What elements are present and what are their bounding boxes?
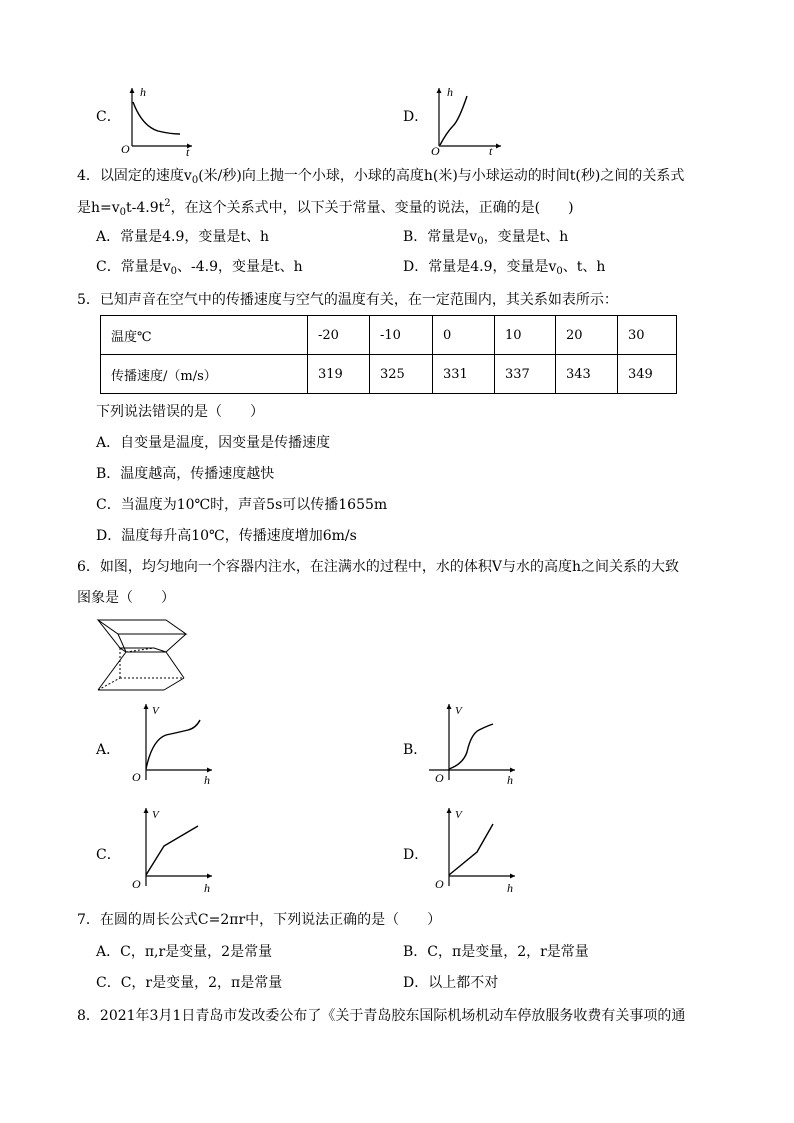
table-cell: 337 [495, 355, 556, 394]
q6-graph-d [425, 804, 525, 894]
q3-graph-d [425, 84, 507, 156]
q5-option-a[interactable]: A．自变量是温度，因变量是传播速度 [96, 435, 331, 451]
table-cell: 343 [556, 355, 618, 394]
q7-option-d[interactable]: D．以上都不对 [403, 975, 499, 991]
q4-option-a[interactable]: A．常量是4.9，变量是t、h [96, 229, 270, 245]
table-cell: 331 [433, 355, 495, 394]
q8-stem-line1: 8．2021年3月1日青岛市发改委公布了《关于青岛胶东国际机场机动车停放服务收费有关事项的通 [77, 1008, 686, 1024]
q3-option-d-label[interactable]: D． [403, 109, 429, 125]
q4-stem-line1: 4．以固定的速度$v_0$(米/秒)向上抛一个小球，小球的高度h(米)与小球运动的时间t(秒)之间的关系式 [77, 168, 685, 186]
table-cell: 325 [370, 355, 433, 394]
axis-label-t: t [489, 144, 493, 156]
q4-option-d[interactable]: D．常量是4.9，变量是$v_0$、t、h [403, 259, 606, 277]
axis-label-t: t [186, 145, 190, 156]
q6-stem-line2: 图象是（ ） [77, 590, 175, 606]
q4-stem-line2: 是$h=v_0t-4.9t^2$，在这个关系式中，以下关于常量、变量的说法，正确的是( ) [77, 198, 574, 218]
q6-option-c-label[interactable]: C． [96, 847, 121, 863]
q6-option-b-label[interactable]: B． [403, 742, 428, 758]
table-cell: 20 [556, 316, 618, 355]
axis-label-h: h [140, 85, 146, 99]
q4-option-b[interactable]: B．常量是$v_0$，变量是t、h [403, 229, 569, 247]
table-cell: -20 [308, 316, 370, 355]
q6-stem-line1: 6．如图，均匀地向一个容器内注水，在注满水的过程中，水的体积V与水的高度h之间关系的大致 [77, 559, 680, 575]
table-cell: -10 [370, 316, 433, 355]
axis-label-v: V [152, 705, 159, 717]
table-cell: 349 [618, 355, 677, 394]
table-cell: 10 [495, 316, 556, 355]
speed-temperature-table [100, 315, 677, 394]
table-cell: 0 [433, 316, 495, 355]
table-header-speed: 传播速度/（m/s） [101, 355, 308, 394]
q5-question: 下列说法错误的是（ ） [96, 404, 264, 420]
table-header-temperature: 温度℃ [101, 316, 308, 355]
axis-label-h: h [507, 773, 513, 787]
axis-label-v: V [152, 809, 159, 821]
q3-graph-c [118, 84, 198, 156]
origin-label: O [435, 771, 444, 785]
table-cell: 319 [308, 355, 370, 394]
axis-label-h: h [204, 881, 210, 894]
q5-option-b[interactable]: B．温度越高，传播速度越快 [96, 466, 275, 482]
q3-option-c-label[interactable]: C． [96, 109, 121, 125]
q6-graph-a [122, 700, 222, 788]
axis-label-h: h [204, 773, 210, 787]
table-row [101, 355, 677, 394]
table-row [101, 316, 677, 355]
q6-graph-b [425, 700, 525, 788]
q7-option-c[interactable]: C．C，r是变量，2，π是常量 [96, 975, 283, 991]
origin-label: O [132, 770, 141, 784]
q7-option-a[interactable]: A．C，π,r是变量，2是常量 [96, 944, 273, 960]
table-cell: 30 [618, 316, 677, 355]
axis-label-h: h [447, 85, 453, 99]
q5-stem: 5．已知声音在空气中的传播速度与空气的温度有关，在一定范围内，其关系如表所示： [77, 292, 618, 308]
q5-option-c[interactable]: C．当温度为10℃时，声音5s可以传播1655m [96, 497, 388, 513]
axis-label-v: V [455, 809, 462, 821]
origin-label: O [431, 144, 440, 156]
axis-label-h: h [507, 881, 513, 894]
q6-option-d-label[interactable]: D． [403, 847, 429, 863]
q4-option-c[interactable]: C．常量是$v_0$、-4.9，变量是t、h [96, 259, 303, 277]
axis-label-v: V [455, 705, 462, 717]
q6-option-a-label[interactable]: A． [96, 742, 121, 758]
container-figure [96, 616, 192, 696]
q5-option-d[interactable]: D．温度每升高10℃，传播速度增加6m/s [96, 528, 357, 544]
q7-option-b[interactable]: B．C，π是变量，2，r是常量 [403, 944, 589, 960]
q6-graph-c [122, 804, 222, 894]
origin-label: O [435, 877, 444, 891]
origin-label: O [121, 142, 130, 156]
q7-stem: 7．在圆的周长公式C=2πr中，下列说法正确的是（ ） [77, 912, 442, 928]
origin-label: O [132, 877, 141, 891]
